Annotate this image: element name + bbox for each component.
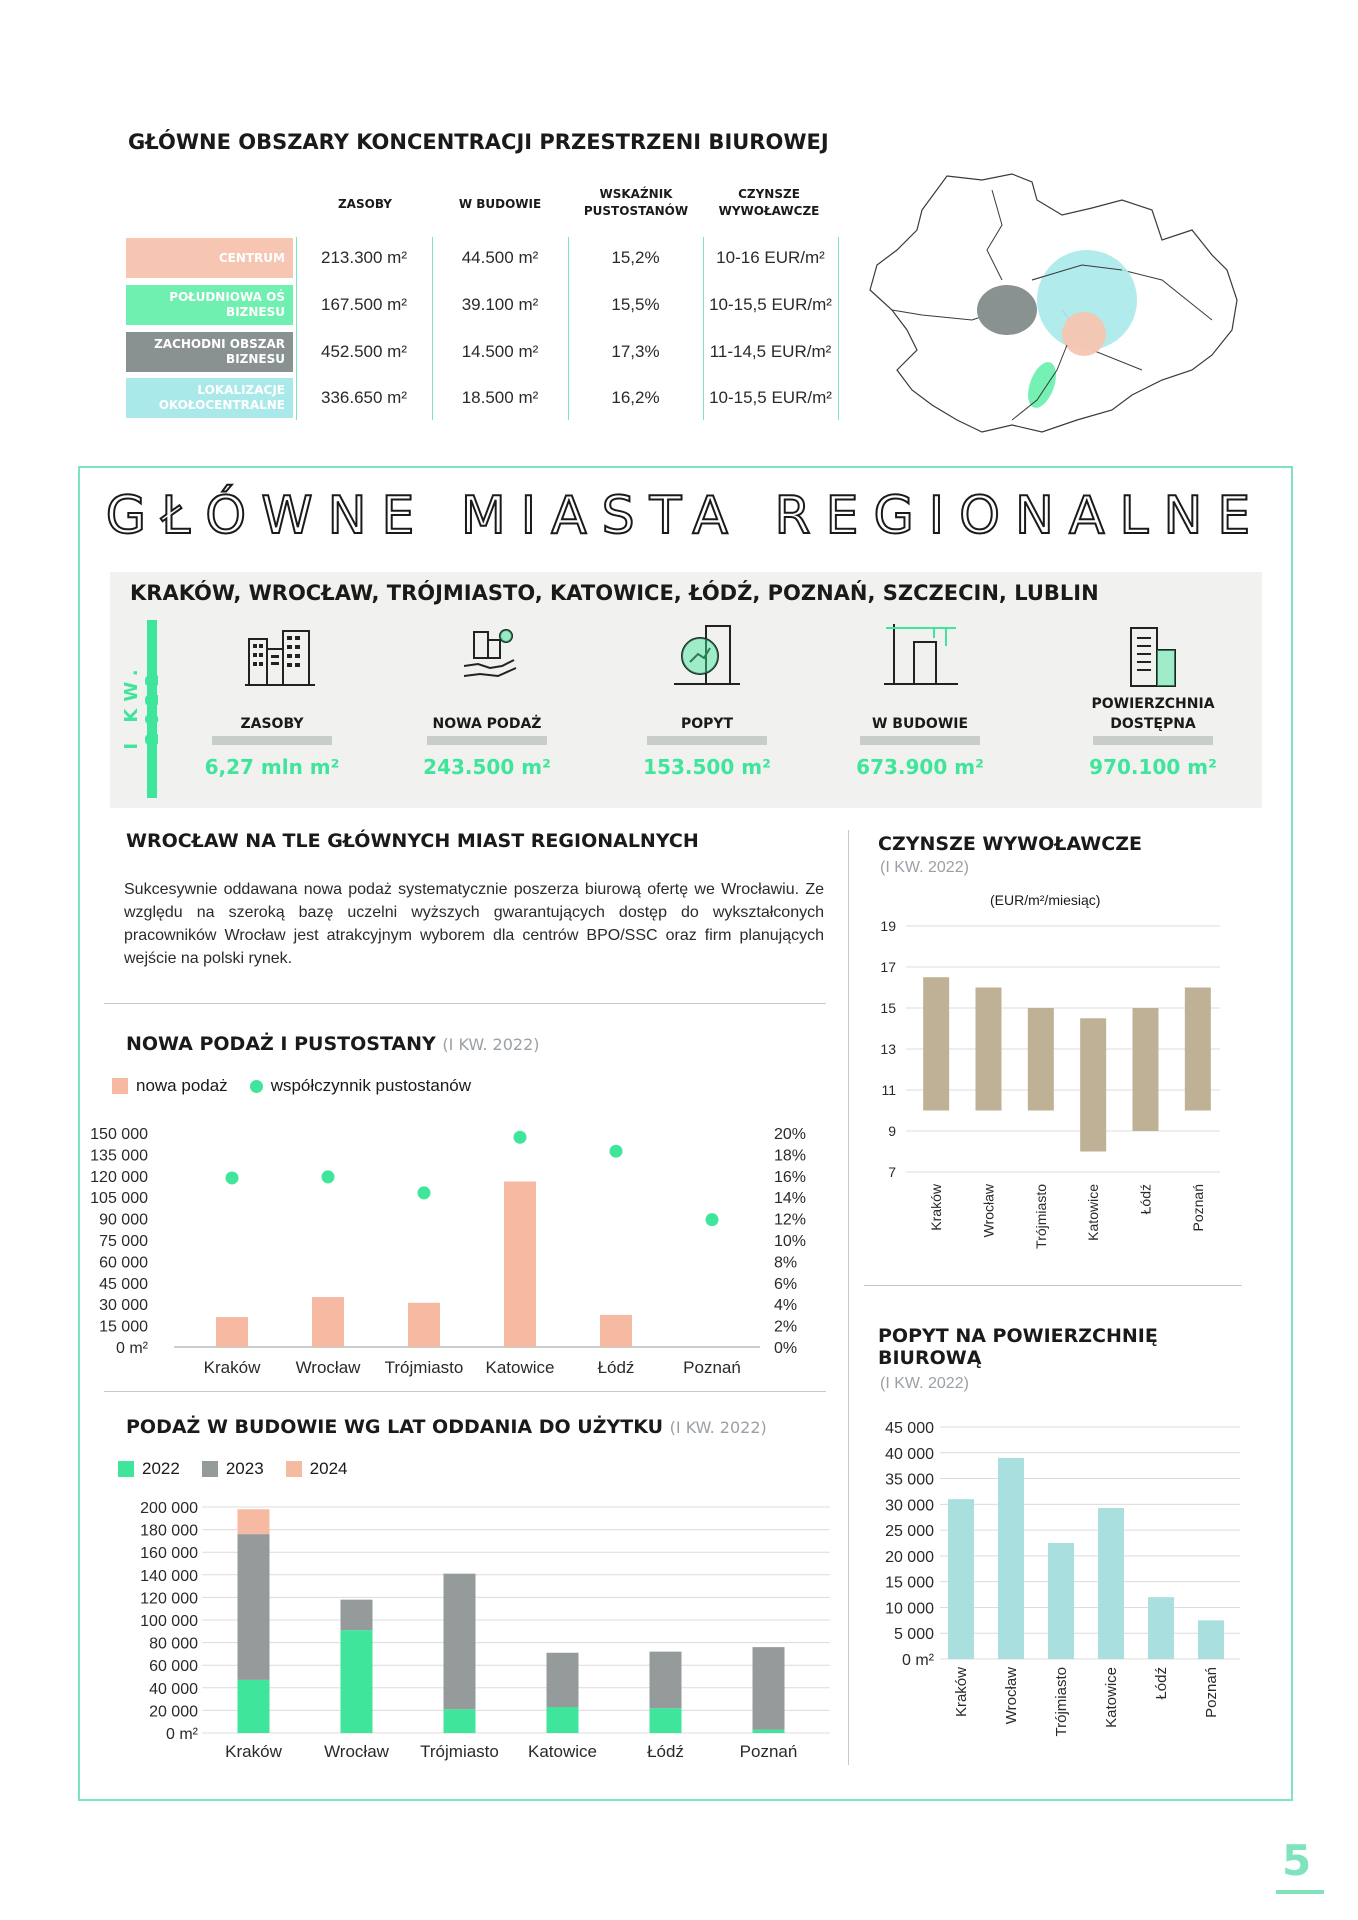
y-tick-label: 160 000 <box>140 1545 198 1563</box>
rent-range-bar <box>1080 1018 1106 1151</box>
chart2-legend <box>118 1459 347 1479</box>
y-tick-label: 120 000 <box>140 1590 198 1608</box>
stacked-bar-segment <box>341 1630 373 1733</box>
table-divider <box>703 237 704 420</box>
demand-bar <box>1148 1597 1174 1659</box>
y2-tick-label: 6% <box>774 1275 798 1293</box>
y2-tick-label: 10% <box>774 1233 807 1250</box>
wroclaw-heading: WROCŁAW NA TLE GŁÓWNYCH MIAST REGIONALNYCH <box>126 830 699 852</box>
stacked-bar-segment <box>238 1509 270 1534</box>
rent-range-bar <box>1133 1008 1159 1131</box>
table-cell: 11-14,5 EUR/m² <box>709 342 832 361</box>
stacked-bar-segment <box>238 1680 270 1733</box>
x-tick-label: Wrocław <box>324 1742 389 1761</box>
x-tick-label: Katowice <box>1103 1667 1120 1728</box>
vacancy-point <box>226 1171 239 1184</box>
y-tick-label: 0 m² <box>166 1726 198 1743</box>
rent-range-bar <box>976 988 1002 1111</box>
x-tick-label: Kraków <box>928 1184 945 1231</box>
y-tick-label: 40 000 <box>885 1445 934 1463</box>
y-tick-label: 10 000 <box>885 1600 934 1618</box>
table-divider <box>296 237 297 420</box>
y-tick-label: 15 <box>880 1000 896 1016</box>
area-label: CENTRUM <box>126 238 293 278</box>
y-tick-label: 15 000 <box>99 1318 148 1336</box>
rent-range-bar <box>1185 988 1211 1111</box>
legend-swatch-nowa-podaz <box>112 1078 128 1094</box>
table-cell: 10-15,5 EUR/m² <box>709 388 832 407</box>
stacked-bar-segment <box>650 1708 682 1733</box>
y-tick-label: 180 000 <box>140 1522 198 1540</box>
y-tick-label: 80 000 <box>149 1635 198 1653</box>
y-tick-label: 9 <box>888 1123 896 1139</box>
kpi-underline <box>647 736 767 745</box>
chart3-unit: (EUR/m²/miesiąc) <box>990 892 1101 908</box>
stacked-bar-segment <box>238 1534 270 1680</box>
kpi-item <box>182 714 362 779</box>
hand-buildings-icon <box>460 626 520 686</box>
kpi-underline <box>1093 736 1213 745</box>
y-tick-label: 135 000 <box>90 1147 148 1165</box>
area-label: ZACHODNI OBSZAR BIZNESU <box>126 332 293 372</box>
demand-bar <box>1198 1620 1224 1659</box>
y-tick-label: 15 000 <box>885 1574 934 1592</box>
table-cell: 15,5% <box>611 295 660 314</box>
chart1-legend <box>112 1076 471 1096</box>
legend-swatch-pustostany <box>250 1080 263 1093</box>
y-tick-label: 25 000 <box>885 1523 934 1541</box>
y-tick-label: 45 000 <box>885 1420 934 1437</box>
x-tick-label: Łódź <box>647 1742 684 1761</box>
kpi-value: 673.900 m² <box>856 755 984 779</box>
growth-building-icon <box>674 622 740 688</box>
buildings-icon <box>245 625 315 687</box>
table-divider <box>432 237 433 420</box>
wroclaw-paragraph: Sukcesywnie oddawana nowa podaż systematycznie poszerza biurową ofertę we Wrocławiu. Ze względu na szeroką bazę uczelni wyższych gwarantujących dostęp do wykształconych pracowników Wrocław jest atrakcyjnym wyborem dla centrów BPO/SSC oraz firm planujących wejście na polski rynek. <box>124 881 824 967</box>
demand-bar <box>948 1499 974 1659</box>
section-divider <box>104 1003 826 1004</box>
kpi-label: NOWA PODAŻ <box>432 716 542 732</box>
y2-tick-label: 2% <box>774 1318 798 1336</box>
y-tick-label: 100 000 <box>140 1613 198 1630</box>
stacked-bar-segment <box>753 1647 785 1729</box>
kpi-label: ZASOBY <box>240 716 304 732</box>
table-cell: 10-16 EUR/m² <box>716 248 825 267</box>
table-cell: 39.100 m² <box>461 295 539 314</box>
kpi-underline <box>212 736 332 745</box>
demand-chart <box>860 1415 1260 1775</box>
supply-bar <box>600 1315 632 1347</box>
table-cell: 14.500 m² <box>461 342 539 361</box>
table-cell: 18.500 m² <box>461 388 539 407</box>
supply-vacancy-chart <box>90 1115 840 1385</box>
table-divider <box>568 237 569 420</box>
stacked-bar-segment <box>753 1730 785 1733</box>
chart3-subtitle: (I KW. 2022) <box>880 859 969 876</box>
x-tick-label: Kraków <box>225 1742 282 1761</box>
table-divider <box>838 237 839 420</box>
office-building-icon <box>1125 624 1181 688</box>
wroclaw-map <box>862 170 1252 440</box>
x-tick-label: Trójmiasto <box>420 1742 499 1761</box>
y-tick-label: 0 m² <box>902 1652 934 1669</box>
y-tick-label: 60 000 <box>149 1658 198 1676</box>
table-cell: 167.500 m² <box>321 295 407 314</box>
section-divider <box>864 1285 1242 1286</box>
stacked-bar-segment <box>444 1709 476 1733</box>
legend-label-nowa-podaz: nowa podaż <box>136 1076 228 1095</box>
kpi-item <box>397 714 577 779</box>
col-head-czynsze: CZYNSZE WYWOŁAWCZE <box>718 187 820 218</box>
chart1-title <box>126 1033 540 1055</box>
period-vertical-label: I KW. 2022 <box>121 662 163 750</box>
vacancy-point <box>610 1145 623 1158</box>
x-tick-label: Łódź <box>1153 1667 1170 1700</box>
x-tick-label: Katowice <box>485 1358 555 1377</box>
y-tick-label: 60 000 <box>99 1254 148 1272</box>
supply-bar <box>504 1182 536 1347</box>
x-tick-label: Kraków <box>953 1667 970 1718</box>
table-cell: 452.500 m² <box>321 342 407 361</box>
chart2-title-text: PODAŻ W BUDOWIE WG LAT ODDANIA DO UŻYTKU <box>126 1416 664 1438</box>
col-head-w-budowie: W BUDOWIE <box>458 197 542 211</box>
y-tick-label: 35 000 <box>885 1471 934 1489</box>
page-number-underline <box>1276 1890 1324 1894</box>
y-tick-label: 90 000 <box>99 1211 148 1229</box>
rent-range-bar <box>1028 1008 1054 1111</box>
y-tick-label: 0 m² <box>116 1340 148 1357</box>
table-cell: 213.300 m² <box>321 248 407 267</box>
vacancy-point <box>706 1213 719 1226</box>
y-tick-label: 75 000 <box>99 1233 148 1250</box>
kpi-value: 6,27 mln m² <box>204 755 340 779</box>
table-cell: 16,2% <box>611 388 660 407</box>
x-tick-label: Poznań <box>1189 1184 1206 1232</box>
legend-swatch <box>118 1461 134 1477</box>
kpi-item <box>617 714 797 779</box>
table-cell: 17,3% <box>611 342 660 361</box>
x-tick-label: Poznań <box>739 1742 798 1761</box>
x-tick-label: Trójmiasto <box>1032 1184 1049 1249</box>
y-tick-label: 120 000 <box>90 1168 148 1186</box>
kpi-value: 153.500 m² <box>643 755 771 779</box>
x-tick-label: Poznań <box>683 1358 741 1377</box>
chart1-subtitle: (I KW. 2022) <box>442 1035 540 1054</box>
cities-list: KRAKÓW, WROCŁAW, TRÓJMIASTO, KATOWICE, ŁÓDŹ, POZNAŃ, SZCZECIN, LUBLIN <box>130 581 1099 605</box>
chart4-subtitle: (I KW. 2022) <box>880 1375 969 1392</box>
col-head-pustostany: WSKAŹNIK PUSTOSTANÓW <box>583 187 689 218</box>
y-tick-label: 19 <box>880 918 896 934</box>
legend-label: 2022 <box>142 1459 180 1478</box>
vacancy-point <box>418 1186 431 1199</box>
y-tick-label: 105 000 <box>90 1190 148 1208</box>
y2-tick-label: 4% <box>774 1297 798 1315</box>
legend-label: 2024 <box>309 1459 348 1478</box>
y-tick-label: 200 000 <box>140 1500 198 1517</box>
top-section-title: GŁÓWNE OBSZARY KONCENTRACJI PRZESTRZENI BIUROWEJ <box>128 130 829 154</box>
chart4-title: POPYT NA POWIERZCHNIĘ BIUROWĄ <box>878 1325 1158 1369</box>
vacancy-point <box>322 1170 335 1183</box>
chart2-subtitle: (I KW. 2022) <box>669 1418 767 1437</box>
page-number: 5 <box>1282 1836 1312 1885</box>
demand-bar <box>1048 1543 1074 1659</box>
x-tick-label: Kraków <box>203 1358 261 1377</box>
y-tick-label: 17 <box>880 959 896 975</box>
y-tick-label: 30 000 <box>99 1297 148 1315</box>
legend-swatch <box>202 1461 218 1477</box>
section-divider <box>104 1391 826 1392</box>
x-tick-label: Katowice <box>1085 1184 1102 1241</box>
y2-tick-label: 16% <box>774 1168 807 1186</box>
x-tick-label: Trójmiasto <box>384 1358 464 1377</box>
y-tick-label: 150 000 <box>90 1126 148 1143</box>
y-tick-label: 30 000 <box>885 1497 934 1515</box>
y2-tick-label: 20% <box>774 1126 807 1143</box>
area-label: POŁUDNIOWA OŚ BIZNESU <box>126 285 293 325</box>
y-tick-label: 45 000 <box>99 1275 148 1293</box>
table-cell: 44.500 m² <box>461 248 539 267</box>
table-cell: 336.650 m² <box>321 388 407 407</box>
kpi-underline <box>427 736 547 745</box>
stacked-bar-segment <box>341 1600 373 1631</box>
y2-tick-label: 14% <box>774 1190 807 1208</box>
x-tick-label: Wrocław <box>295 1358 361 1377</box>
legend-label: 2023 <box>225 1459 264 1478</box>
stacked-bar-segment <box>444 1574 476 1710</box>
supply-bar <box>408 1303 440 1347</box>
kpi-label: POPYT <box>680 716 734 732</box>
asking-rents-chart <box>860 908 1260 1268</box>
kpi-underline <box>860 736 980 745</box>
y-tick-label: 40 000 <box>149 1680 198 1698</box>
y-tick-label: 13 <box>880 1041 896 1057</box>
x-tick-label: Łódź <box>597 1358 635 1377</box>
x-tick-label: Wrocław <box>1003 1667 1020 1725</box>
x-tick-label: Poznań <box>1203 1667 1220 1718</box>
y2-tick-label: 12% <box>774 1211 807 1229</box>
y-tick-label: 7 <box>888 1164 896 1180</box>
y2-tick-label: 18% <box>774 1147 807 1165</box>
y-tick-label: 20 000 <box>885 1548 934 1566</box>
legend-swatch <box>286 1461 302 1477</box>
x-tick-label: Łódź <box>1137 1184 1154 1215</box>
kpi-item <box>830 714 1010 779</box>
table-cell: 10-15,5 EUR/m² <box>709 295 832 314</box>
stacked-bar-segment <box>547 1653 579 1707</box>
supply-bar <box>216 1317 248 1347</box>
kpi-value: 243.500 m² <box>423 755 551 779</box>
chart1-title-text: NOWA PODAŻ I PUSTOSTANY <box>126 1033 436 1055</box>
x-tick-label: Katowice <box>528 1742 597 1761</box>
x-tick-label: Wrocław <box>980 1184 997 1238</box>
kpi-label: POWIERZCHNIA DOSTĘPNA <box>1091 696 1215 732</box>
y-tick-label: 20 000 <box>149 1703 198 1721</box>
supply-bar <box>312 1297 344 1347</box>
column-divider <box>848 830 849 1765</box>
table-cell: 15,2% <box>611 248 660 267</box>
vacancy-point <box>514 1131 527 1144</box>
area-label: LOKALIZACJE OKOŁOCENTRALNE <box>126 378 293 418</box>
kpi-item <box>1063 694 1243 779</box>
stacked-bar-segment <box>547 1707 579 1733</box>
kpi-label: W BUDOWIE <box>871 716 969 732</box>
chart3-title: CZYNSZE WYWOŁAWCZE <box>878 833 1142 855</box>
demand-bar <box>1098 1508 1124 1659</box>
main-title: GŁÓWNE MIASTA REGIONALNE <box>105 486 1266 546</box>
crane-icon <box>884 620 958 688</box>
y2-tick-label: 0% <box>774 1340 798 1357</box>
y-tick-label: 140 000 <box>140 1567 198 1585</box>
y-tick-label: 11 <box>881 1082 896 1098</box>
x-tick-label: Trójmiasto <box>1053 1667 1070 1737</box>
demand-bar <box>998 1458 1024 1659</box>
col-head-zasoby: ZASOBY <box>337 197 392 211</box>
construction-by-year-chart <box>100 1495 840 1775</box>
rent-range-bar <box>923 977 949 1110</box>
chart2-title <box>126 1416 767 1438</box>
legend-label-pustostany: współczynnik pustostanów <box>270 1076 472 1095</box>
kpi-value: 970.100 m² <box>1089 755 1217 779</box>
y2-tick-label: 8% <box>774 1254 798 1272</box>
y-tick-label: 5 000 <box>893 1626 934 1644</box>
stacked-bar-segment <box>650 1652 682 1709</box>
